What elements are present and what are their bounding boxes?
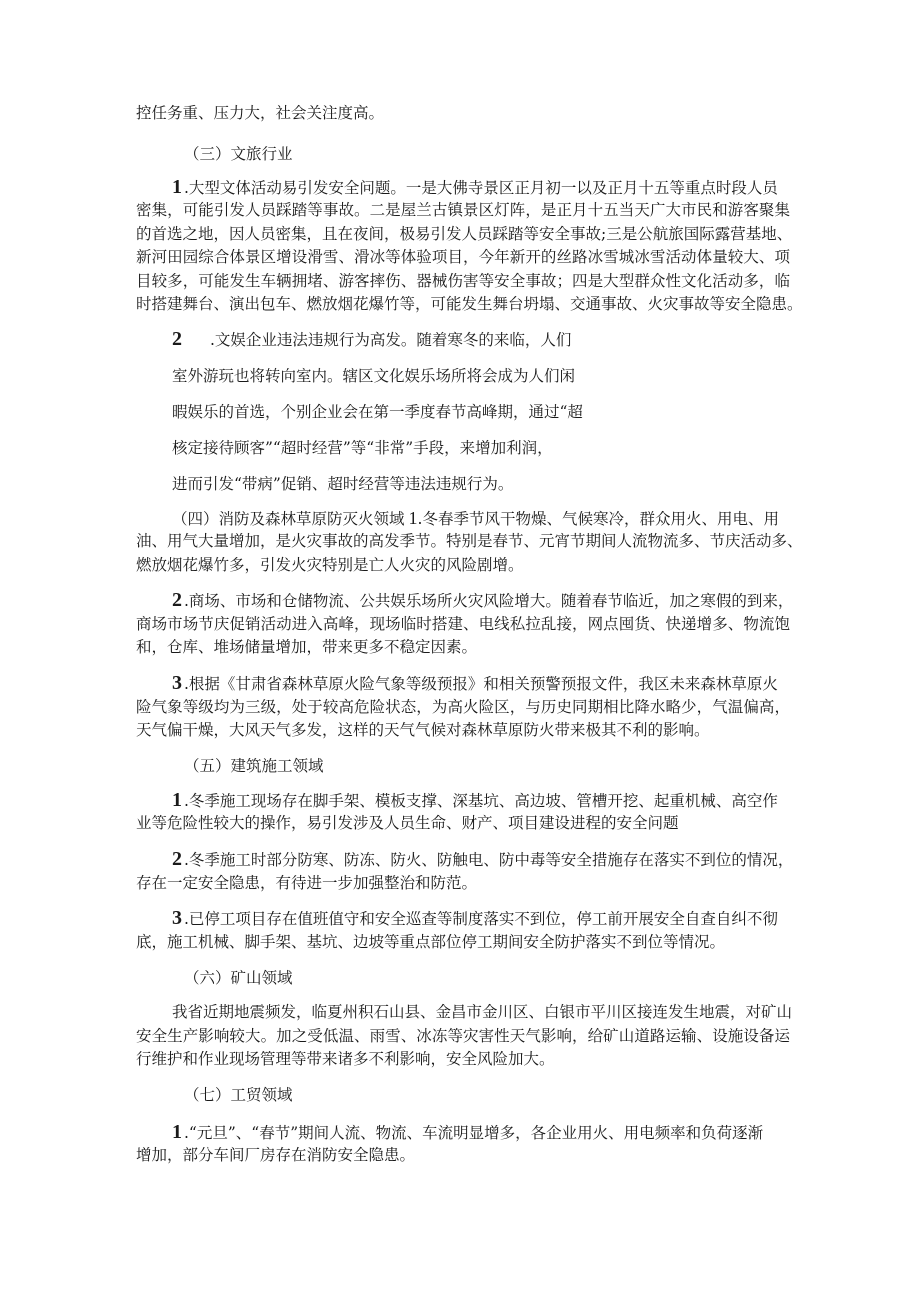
list-item-line: 3 .根据《甘肃省森林草原火险气象等级预报》和相关预警预报文件，我区未来森林草原火 [172,672,778,694]
section-heading: （六）矿山领域 [184,969,293,987]
paragraph-line: 底，施工机械、脚手架、基坑、边坡等重点部位停工期间安全防护落实不到位等情况。 [136,933,726,951]
section-heading: （七）工贸领域 [184,1086,293,1104]
paragraph-line: 天气偏干燥，大风天气多发，这样的天气气候对森林草原防火带来极其不利的影响。 [136,721,710,739]
paragraph-line: 密集，可能引发人员踩踏等事故。二是屋兰古镇景区灯阵，是正月十五当天广大市民和游客聚集 [136,201,790,219]
list-item-line: 1 .冬季施工现场存在脚手架、模板支撑、深基坑、高边坡、管槽开挖、起重机械、高空作 [172,789,778,811]
paragraph-line: 增加，部分车间厂房存在消防安全隐患。 [136,1146,416,1164]
list-item-line: 2 .冬季施工时部分防寒、防冻、防火、防触电、防中毒等安全措施存在落实不到位的情况， [172,848,794,870]
paragraph-line: 商场市场节庆促销活动进入高峰，现场临时搭建、电线私拉乱接，网点囤货、快递增多、物流饱 [136,615,790,633]
paragraph-line: 险气象等级均为三级，处于较高危险状态，为高火险区，与历史同期相比降水略少，气温偏高， [136,698,790,716]
list-item-line: 2 .商场、市场和仓储物流、公共娱乐场所火灾风险增大。随着春节临近，加之寒假的到来， [172,589,794,611]
list-number: 1 [408,508,418,528]
list-number: 3 [172,672,182,694]
paragraph-line: 时搭建舞台、演出包车、燃放烟花爆竹等，可能发生舞台坍塌、交通事故、火灾事故等安全隐患。 [136,295,803,313]
paragraph-line: 目较多，可能发生车辆拥堵、游客摔伤、器械伤害等安全事故；四是大型群众性文化活动多，临 [136,272,790,290]
list-item-line: 2 .文娱企业违法违规行为高发。随着寒冬的来临，人们 [172,328,572,350]
list-number: 2 [172,848,182,870]
list-number: 1 [172,176,182,198]
paragraph-line: 存在一定安全隐患，有待进一步加强整治和防范。 [136,874,478,892]
paragraph-line: 和，仓库、堆场储量增加，带来更多不稳定因素。 [136,638,478,656]
list-number: 2 [172,328,182,350]
list-item-line: 3 .已停工项目存在值班值守和安全巡查等制度落实不到位，停工前开展安全自查自纠不彻 [172,907,778,929]
paragraph-line: 控任务重、压力大，社会关注度高。 [136,104,385,122]
paragraph-line: 我省近期地震频发，临夏州积石山县、金昌市金川区、白银市平川区接连发生地震，对矿山 [172,1003,793,1021]
paragraph-line: 安全生产影响较大。加之受低温、雨雪、冰冻等灾害性天气影响，给矿山道路运输、设施设备运 [136,1027,790,1045]
paragraph-line: 室外游玩也将转向室内。辖区文化娱乐场所将会成为人们闲 [172,367,576,385]
paragraph-line: 业等危险性较大的操作，易引发涉及人员生命、财产、项目建设进程的安全问题 [136,814,679,832]
paragraph-line: 行维护和作业现场管理等带来诸多不利影响，安全风险加大。 [136,1050,555,1068]
paragraph-line: 新河田园综合体景区增设滑雪、滑冰等体验项目，今年新开的丝路冰雪城冰雪活动体量较大、项 [136,248,790,266]
section-heading-line: （四）消防及森林草原防灭火领域 1.冬春季节风干物燥、气候寒冷，群众用火、用电、用 [172,508,779,528]
paragraph-line: 的首选之地，因人员密集，且在夜间，极易引发人员踩踏等安全事故;三是公航旅国际露营基地、 [136,225,793,243]
section-heading: （五）建筑施工领域 [184,757,324,775]
paragraph-line: 核定接待顾客”“超时经营”等“非常”手段，来增加利润， [172,439,553,457]
list-item-line: 1 .大型文体活动易引发安全问题。一是大佛寺景区正月初一以及正月十五等重点时段人员 [172,176,778,198]
paragraph-line: 燃放烟花爆竹多，引发火灾特别是亡人火灾的风险剧增。 [136,556,524,574]
paragraph-line: 暇娱乐的首选，个别企业会在第一季度春节高峰期，通过“超 [172,403,583,421]
list-item-line: 1 .“元旦”、“春节”期间人流、物流、车流明显增多，各企业用火、用电频率和负荷逐渐 [172,1121,764,1143]
list-number: 1 [172,789,182,811]
paragraph-line: 进而引发“带病”促销、超时经营等违法违规行为。 [172,475,514,493]
list-number: 3 [172,907,182,929]
paragraph-line: 油、用气大量增加，是火灾事故的高发季节。特别是春节、元宵节期间人流物流多、节庆活动多、 [136,532,803,550]
section-heading: （三）文旅行业 [184,145,293,163]
list-number: 2 [172,589,182,611]
list-number: 1 [172,1121,182,1143]
